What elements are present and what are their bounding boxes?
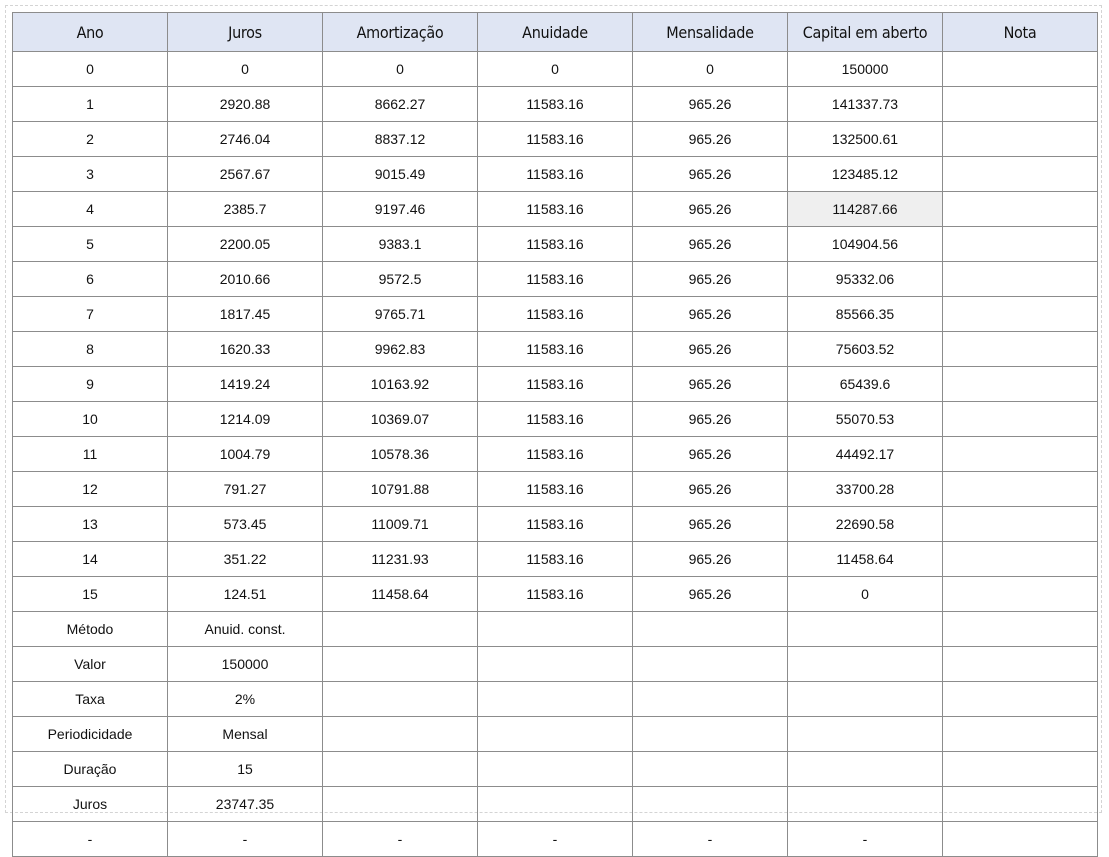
table-cell[interactable] bbox=[943, 192, 1098, 227]
table-cell[interactable]: 965.26 bbox=[633, 472, 788, 507]
table-cell[interactable]: 965.26 bbox=[633, 507, 788, 542]
table-cell[interactable] bbox=[633, 717, 788, 752]
table-cell[interactable]: - bbox=[633, 822, 788, 857]
table-cell[interactable]: 11583.16 bbox=[478, 472, 633, 507]
table-cell[interactable] bbox=[943, 52, 1098, 87]
table-cell[interactable]: 1817.45 bbox=[168, 297, 323, 332]
table-cell[interactable]: 7 bbox=[13, 297, 168, 332]
table-cell[interactable] bbox=[478, 612, 633, 647]
table-cell[interactable]: 95332.06 bbox=[788, 262, 943, 297]
table-cell[interactable]: 965.26 bbox=[633, 227, 788, 262]
table-cell[interactable]: - bbox=[168, 822, 323, 857]
column-header-mensalidade[interactable]: Mensalidade bbox=[633, 13, 788, 52]
table-cell[interactable]: 965.26 bbox=[633, 297, 788, 332]
table-row bbox=[13, 402, 1098, 437]
table-cell[interactable]: 965.26 bbox=[633, 437, 788, 472]
column-header-ano[interactable]: Ano bbox=[13, 13, 168, 52]
table-cell[interactable] bbox=[943, 612, 1098, 647]
column-header-nota[interactable]: Nota bbox=[943, 13, 1098, 52]
table-cell[interactable]: 10578.36 bbox=[323, 437, 478, 472]
table-cell[interactable]: - bbox=[323, 822, 478, 857]
amortization-table bbox=[12, 12, 1098, 857]
table-cell[interactable] bbox=[943, 647, 1098, 682]
table-row bbox=[13, 122, 1098, 157]
table-cell[interactable] bbox=[633, 787, 788, 822]
table-cell[interactable] bbox=[943, 787, 1098, 822]
table-cell[interactable]: 11583.16 bbox=[478, 332, 633, 367]
table-cell[interactable] bbox=[943, 437, 1098, 472]
table-cell[interactable] bbox=[943, 542, 1098, 577]
table-row bbox=[13, 682, 1098, 717]
table-cell[interactable]: 75603.52 bbox=[788, 332, 943, 367]
table-cell[interactable] bbox=[633, 752, 788, 787]
table-cell[interactable] bbox=[943, 122, 1098, 157]
column-header-capital-em-aberto[interactable]: Capital em aberto bbox=[788, 13, 943, 52]
table-cell[interactable] bbox=[943, 822, 1098, 857]
table-cell[interactable]: 11583.16 bbox=[478, 507, 633, 542]
table-cell[interactable]: Método bbox=[13, 612, 168, 647]
table-cell[interactable]: 132500.61 bbox=[788, 122, 943, 157]
table-cell[interactable]: 114287.66 bbox=[788, 192, 943, 227]
table-cell[interactable]: 965.26 bbox=[633, 367, 788, 402]
table-cell[interactable] bbox=[943, 367, 1098, 402]
table-cell[interactable] bbox=[943, 402, 1098, 437]
table-cell[interactable]: 55070.53 bbox=[788, 402, 943, 437]
table-cell[interactable]: 11583.16 bbox=[478, 192, 633, 227]
table-cell[interactable]: 11583.16 bbox=[478, 577, 633, 612]
table-cell[interactable]: Mensal bbox=[168, 717, 323, 752]
table-cell[interactable]: Duração bbox=[13, 752, 168, 787]
table-row bbox=[13, 157, 1098, 192]
table-cell[interactable]: 9962.83 bbox=[323, 332, 478, 367]
table-cell[interactable]: 9197.46 bbox=[323, 192, 478, 227]
table-cell[interactable]: 965.26 bbox=[633, 192, 788, 227]
table-row bbox=[13, 717, 1098, 752]
table-cell[interactable]: 791.27 bbox=[168, 472, 323, 507]
table-cell[interactable]: 15 bbox=[13, 577, 168, 612]
table-cell[interactable] bbox=[943, 227, 1098, 262]
table-cell[interactable]: 9572.5 bbox=[323, 262, 478, 297]
table-cell[interactable]: 11009.71 bbox=[323, 507, 478, 542]
table-cell[interactable]: 33700.28 bbox=[788, 472, 943, 507]
table-cell[interactable]: 5 bbox=[13, 227, 168, 262]
table-cell[interactable]: 1 bbox=[13, 87, 168, 122]
table-cell[interactable]: 2010.66 bbox=[168, 262, 323, 297]
table-cell[interactable]: 150000 bbox=[168, 647, 323, 682]
table-row bbox=[13, 262, 1098, 297]
table-cell[interactable] bbox=[943, 87, 1098, 122]
table-cell[interactable]: 0 bbox=[633, 52, 788, 87]
table-cell[interactable]: 2% bbox=[168, 682, 323, 717]
table-cell[interactable]: 10791.88 bbox=[323, 472, 478, 507]
table-cell[interactable]: 965.26 bbox=[633, 157, 788, 192]
table-cell[interactable] bbox=[943, 752, 1098, 787]
table-cell[interactable]: 10369.07 bbox=[323, 402, 478, 437]
table-cell[interactable] bbox=[943, 717, 1098, 752]
table-row bbox=[13, 822, 1098, 857]
table-cell[interactable]: 15 bbox=[168, 752, 323, 787]
table-cell[interactable]: 8662.27 bbox=[323, 87, 478, 122]
table-cell[interactable]: 1004.79 bbox=[168, 437, 323, 472]
table-row bbox=[13, 87, 1098, 122]
table-cell[interactable] bbox=[943, 682, 1098, 717]
table-cell[interactable]: 11583.16 bbox=[478, 87, 633, 122]
table-cell[interactable] bbox=[943, 472, 1098, 507]
table-cell[interactable]: 2920.88 bbox=[168, 87, 323, 122]
table-cell[interactable] bbox=[323, 717, 478, 752]
table-cell[interactable]: 965.26 bbox=[633, 122, 788, 157]
table-cell[interactable] bbox=[943, 577, 1098, 612]
table-cell[interactable]: 0 bbox=[478, 52, 633, 87]
table-cell[interactable]: 9383.1 bbox=[323, 227, 478, 262]
table-cell[interactable] bbox=[478, 752, 633, 787]
table-cell[interactable]: 9015.49 bbox=[323, 157, 478, 192]
table-cell[interactable]: 2385.7 bbox=[168, 192, 323, 227]
table-cell[interactable]: 44492.17 bbox=[788, 437, 943, 472]
table-cell[interactable]: Periodicidade bbox=[13, 717, 168, 752]
table-cell[interactable]: 3 bbox=[13, 157, 168, 192]
table-cell[interactable] bbox=[478, 717, 633, 752]
table-cell[interactable] bbox=[478, 682, 633, 717]
column-header-anuidade[interactable]: Anuidade bbox=[478, 13, 633, 52]
table-cell[interactable] bbox=[633, 682, 788, 717]
table-cell[interactable]: 150000 bbox=[788, 52, 943, 87]
table-cell[interactable]: 6 bbox=[13, 262, 168, 297]
table-cell[interactable]: 11583.16 bbox=[478, 297, 633, 332]
table-cell[interactable]: 965.26 bbox=[633, 577, 788, 612]
table-cell[interactable]: 13 bbox=[13, 507, 168, 542]
table-row bbox=[13, 192, 1098, 227]
table-cell[interactable]: 965.26 bbox=[633, 402, 788, 437]
table-cell[interactable] bbox=[788, 717, 943, 752]
table-cell[interactable] bbox=[323, 682, 478, 717]
table-cell[interactable]: - bbox=[13, 822, 168, 857]
table-cell[interactable]: 2 bbox=[13, 122, 168, 157]
table-cell[interactable]: 11231.93 bbox=[323, 542, 478, 577]
table-cell[interactable]: 11583.16 bbox=[478, 227, 633, 262]
table-cell[interactable]: 11583.16 bbox=[478, 367, 633, 402]
table-cell[interactable]: 0 bbox=[323, 52, 478, 87]
table-cell[interactable] bbox=[788, 682, 943, 717]
table-cell[interactable] bbox=[788, 752, 943, 787]
table-cell[interactable]: 11583.16 bbox=[478, 437, 633, 472]
table-cell[interactable]: 12 bbox=[13, 472, 168, 507]
table-row bbox=[13, 332, 1098, 367]
column-header-amortizacao[interactable]: Amortização bbox=[323, 13, 478, 52]
table-row bbox=[13, 472, 1098, 507]
table-cell[interactable]: 11583.16 bbox=[478, 402, 633, 437]
table-cell[interactable]: 4 bbox=[13, 192, 168, 227]
table-cell[interactable]: 23747.35 bbox=[168, 787, 323, 822]
table-row bbox=[13, 437, 1098, 472]
table-cell[interactable]: - bbox=[478, 822, 633, 857]
table-cell[interactable]: 141337.73 bbox=[788, 87, 943, 122]
table-cell[interactable]: 11458.64 bbox=[788, 542, 943, 577]
table-cell[interactable]: 573.45 bbox=[168, 507, 323, 542]
table-cell[interactable]: 11583.16 bbox=[478, 157, 633, 192]
table-cell[interactable]: 2200.05 bbox=[168, 227, 323, 262]
table-row bbox=[13, 297, 1098, 332]
table-row bbox=[13, 542, 1098, 577]
table-cell[interactable]: 8837.12 bbox=[323, 122, 478, 157]
table-cell[interactable]: 965.26 bbox=[633, 87, 788, 122]
table-cell[interactable]: 10163.92 bbox=[323, 367, 478, 402]
table-cell[interactable] bbox=[943, 332, 1098, 367]
table-cell[interactable]: 104904.56 bbox=[788, 227, 943, 262]
table-cell[interactable]: 124.51 bbox=[168, 577, 323, 612]
table-cell[interactable]: 965.26 bbox=[633, 332, 788, 367]
table-cell[interactable]: Valor bbox=[13, 647, 168, 682]
table-cell[interactable] bbox=[633, 647, 788, 682]
table-cell[interactable] bbox=[943, 507, 1098, 542]
table-cell[interactable] bbox=[788, 612, 943, 647]
table-cell[interactable]: 965.26 bbox=[633, 262, 788, 297]
table-row bbox=[13, 577, 1098, 612]
table-row bbox=[13, 752, 1098, 787]
table-cell[interactable] bbox=[323, 612, 478, 647]
table-cell[interactable] bbox=[323, 752, 478, 787]
table-cell[interactable]: 123485.12 bbox=[788, 157, 943, 192]
table-cell[interactable]: - bbox=[788, 822, 943, 857]
table-cell[interactable]: 11583.16 bbox=[478, 262, 633, 297]
table-cell[interactable] bbox=[633, 612, 788, 647]
table-row bbox=[13, 647, 1098, 682]
table-cell[interactable] bbox=[323, 787, 478, 822]
table-cell[interactable]: 1620.33 bbox=[168, 332, 323, 367]
table-row bbox=[13, 787, 1098, 822]
table-cell[interactable]: Taxa bbox=[13, 682, 168, 717]
table-row bbox=[13, 507, 1098, 542]
table-cell[interactable]: 0 bbox=[168, 52, 323, 87]
table-cell[interactable]: 9 bbox=[13, 367, 168, 402]
table-cell[interactable]: 2567.67 bbox=[168, 157, 323, 192]
table-row bbox=[13, 227, 1098, 262]
table-cell[interactable] bbox=[788, 787, 943, 822]
table-cell[interactable] bbox=[478, 787, 633, 822]
table-cell[interactable]: Juros bbox=[13, 787, 168, 822]
table-cell[interactable]: 11583.16 bbox=[478, 122, 633, 157]
table-cell[interactable]: 351.22 bbox=[168, 542, 323, 577]
table-cell[interactable] bbox=[478, 647, 633, 682]
table-cell[interactable]: 11458.64 bbox=[323, 577, 478, 612]
table-cell[interactable]: 65439.6 bbox=[788, 367, 943, 402]
table-cell[interactable] bbox=[943, 262, 1098, 297]
column-header-juros[interactable]: Juros bbox=[168, 13, 323, 52]
table-cell[interactable]: 11 bbox=[13, 437, 168, 472]
table-cell[interactable]: 1214.09 bbox=[168, 402, 323, 437]
table-cell[interactable]: 10 bbox=[13, 402, 168, 437]
header-row bbox=[13, 13, 1098, 52]
table-cell[interactable]: 2746.04 bbox=[168, 122, 323, 157]
table-cell[interactable] bbox=[788, 647, 943, 682]
table-cell[interactable]: 8 bbox=[13, 332, 168, 367]
table-cell[interactable]: Anuid. const. bbox=[168, 612, 323, 647]
table-row bbox=[13, 612, 1098, 647]
table-cell[interactable]: 22690.58 bbox=[788, 507, 943, 542]
table-cell[interactable]: 0 bbox=[13, 52, 168, 87]
table-cell[interactable]: 14 bbox=[13, 542, 168, 577]
table-cell[interactable]: 1419.24 bbox=[168, 367, 323, 402]
table-cell[interactable] bbox=[323, 647, 478, 682]
table-cell[interactable]: 965.26 bbox=[633, 542, 788, 577]
table-cell[interactable]: 85566.35 bbox=[788, 297, 943, 332]
table-cell[interactable] bbox=[943, 157, 1098, 192]
table-cell[interactable]: 0 bbox=[788, 577, 943, 612]
table-row bbox=[13, 52, 1098, 87]
table-cell[interactable] bbox=[943, 297, 1098, 332]
table-cell[interactable]: 9765.71 bbox=[323, 297, 478, 332]
table-row bbox=[13, 367, 1098, 402]
table-cell[interactable]: 11583.16 bbox=[478, 542, 633, 577]
